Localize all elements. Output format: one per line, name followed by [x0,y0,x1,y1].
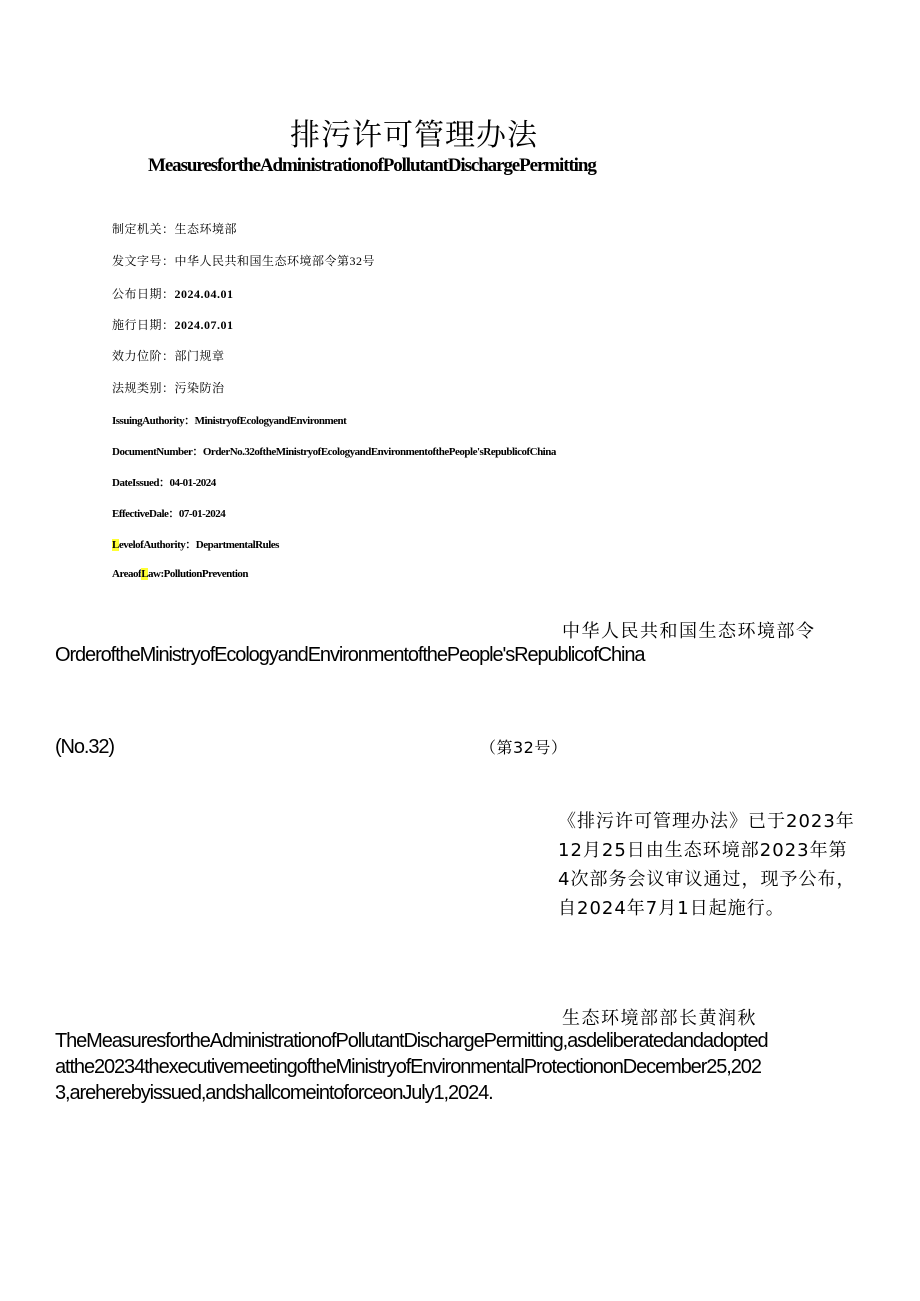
meta-level-cn: 效力位阶：部门规章 [112,349,225,363]
meta-document-number-cn: 发文字号：中华人民共和国生态环境部令第32号 [112,254,376,268]
meta-level-en: LevelofAuthority：DepartmentalRules [112,539,279,551]
meta-date-issued-en: DateIssued：04-01-2024 [112,477,216,489]
promulgation-paragraph-en: TheMeasuresfortheAdministrationofPollutantDischargePermitting,asdeliberatedandadoptedatthe20234thexecutivemeetingoftheMinistryofEnvironmentalProtectiononDecember25,2023,areherebyissued,andshallcomeintoforceonJuly1,2024. [55,1030,768,1104]
order-number-en: (No.32) [55,736,114,758]
meta-category-cn: 法规类别：污染防治 [112,381,225,395]
meta-effective-date-cn: 施行日期：2024.07.01 [112,318,234,332]
signatory-cn: 生态环境部部长黄润秋 [562,1008,757,1029]
meta-effective-date-en: EffectiveDale：07-01-2024 [112,508,226,520]
order-number-cn: （第32号） [480,738,568,757]
meta-area-en: AreaofLaw:PollutionPrevention [112,568,249,580]
document-title-cn: 排污许可管理办法 [290,118,538,153]
document-title-en: MeasuresfortheAdministrationofPollutantDischargePermitting [148,155,596,176]
highlight-mark: L [141,568,149,580]
order-heading-en: OrderoftheMinistryofEcologyandEnvironmentofthePeople'sRepublicofChina [55,644,645,666]
meta-issuing-authority-en: IssuingAuthority：MinistryofEcologyandEnvironment [112,415,347,427]
highlight-mark: L [112,539,119,551]
meta-date-issued-cn: 公布日期：2024.04.01 [112,287,234,301]
order-heading-cn: 中华人民共和国生态环境部令 [562,621,816,642]
meta-issuing-authority-cn: 制定机关：生态环境部 [112,222,238,236]
meta-document-number-en: DocumentNumber：OrderNo.32oftheMinistryofEcologyandEnvironmentofthePeople'sRepublicofChina [112,446,556,458]
promulgation-paragraph-cn: 《排污许可管理办法》已于2023年12月25日由生态环境部2023年第4次部务会议审议通过，现予公布，自2024年7月1日起施行。 [558,811,856,919]
